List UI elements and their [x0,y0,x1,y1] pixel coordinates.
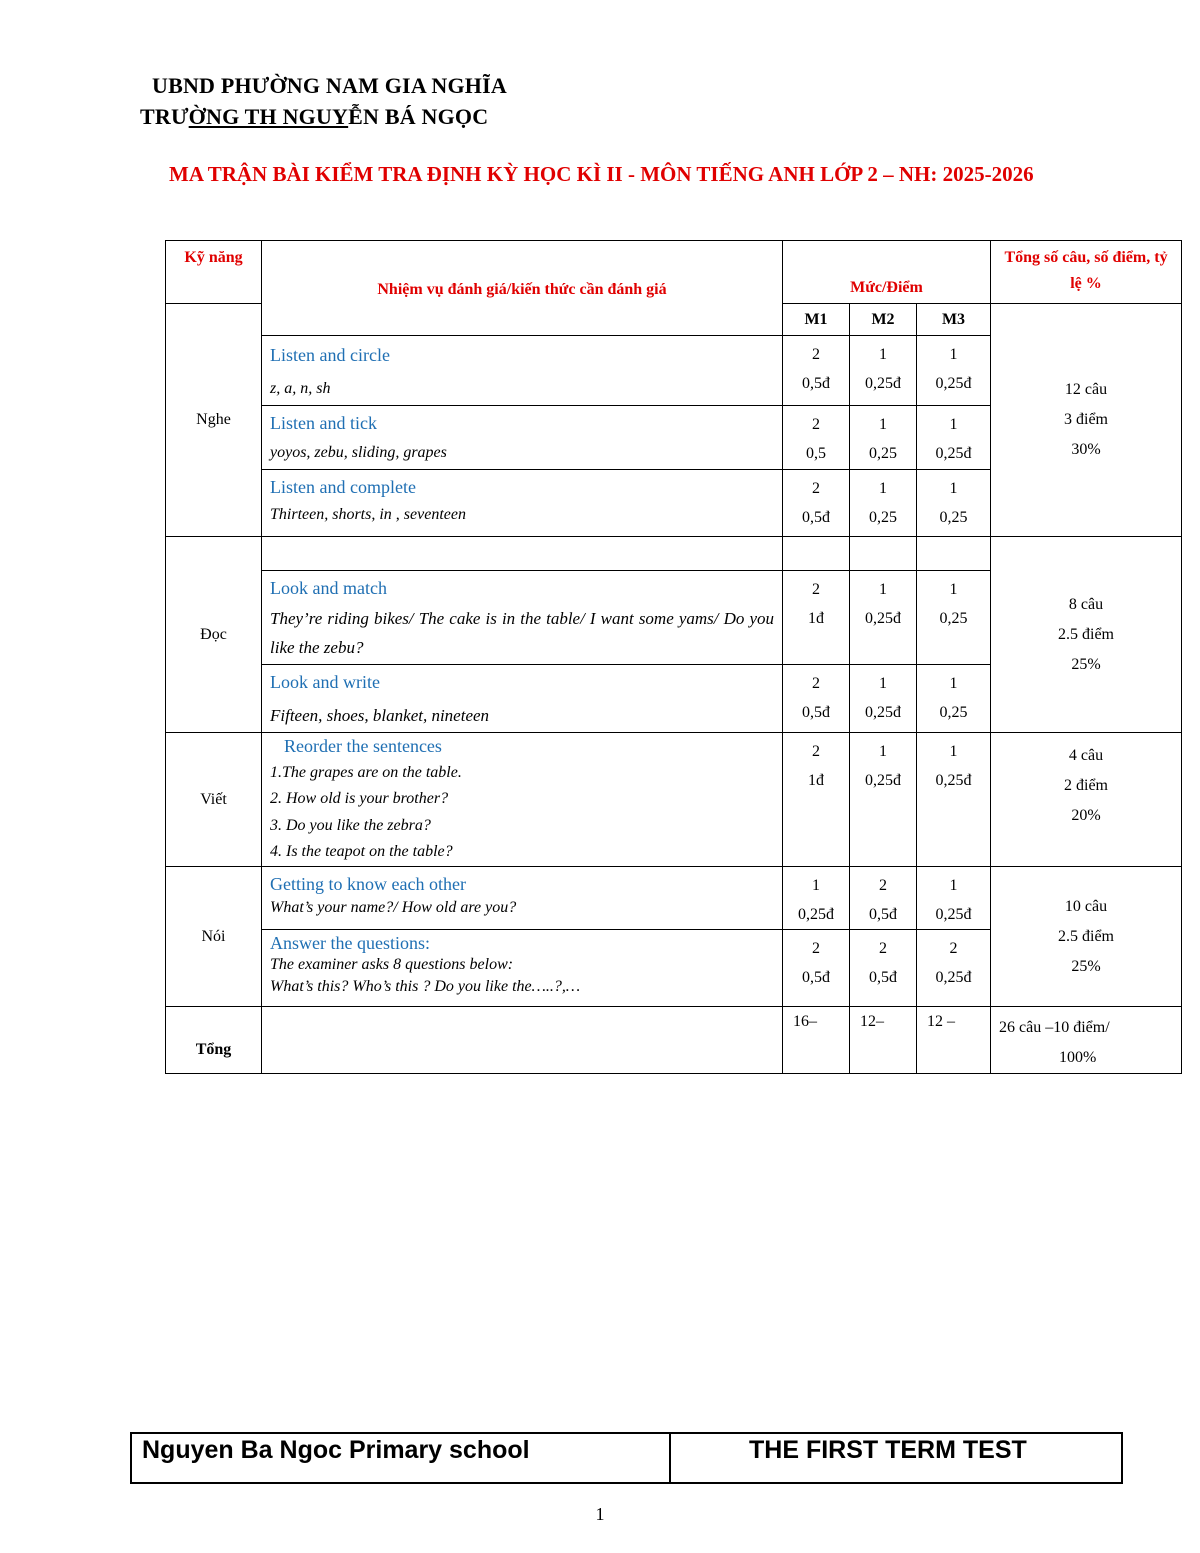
header-line2-c: ỄN BÁ NGỌC [348,104,489,129]
task-listen-circle [262,336,783,406]
viet-m2 [850,733,917,867]
task-detail: Fifteen, shoes, blanket, nineteen [270,706,490,725]
tong-m3: 12 – [917,1007,991,1074]
score: 0,5 [806,445,826,462]
count: 2 [812,743,820,760]
score: 0,25đ [865,704,901,721]
task-detail: They’re riding bikes/ The cake is in the table/ I want some yams/ Do you like the zebu? [270,609,774,657]
col-m2: M2 [850,304,917,336]
viet-m1 [783,733,850,867]
sentence-4: 4. Is the teapot on the table? [270,843,453,860]
score: 0,5đ [802,375,830,392]
count: 2 [812,675,820,692]
tong-total-line1: 26 câu –10 điểm/ [999,1019,1110,1036]
score: 0,25đ [935,445,972,462]
noi-r2-m3 [917,930,991,1007]
total-nghe-cau: 12 câu [1064,381,1108,398]
total-nghe-diem: 3 điểm [1064,411,1108,428]
score: 0,5đ [802,969,830,986]
task-listen-complete [262,470,783,537]
count: 1 [879,581,887,598]
col-m3: M3 [917,304,991,336]
count: 1 [949,346,958,363]
score: 1đ [808,772,824,789]
total-noi-cau: 10 câu [1064,897,1108,915]
total-doc [991,537,1182,733]
task-detail: What’s your name?/ How old are you? [270,899,517,916]
count: 2 [812,346,820,363]
tong-total [991,1007,1182,1074]
total-viet [991,733,1182,867]
task-detail: Thirteen, shorts, in , seventeen [270,506,466,523]
doc-r2-m3 [917,665,991,733]
score: 0,25 [939,509,968,526]
skill-tong: Tổng [166,1007,262,1074]
blank-cell [783,537,850,571]
header-line2-a: TRƯ [140,104,189,129]
score: 0,5đ [869,906,897,923]
total-noi-diem: 2.5 điểm [1058,927,1114,945]
doc-r1-m2 [850,571,917,665]
score: 0,25 [939,704,968,721]
total-nghe [991,304,1182,537]
doc-r2-m2 [850,665,917,733]
sentence-3: 3. Do you like the zebra? [270,816,431,834]
doc-r2-m1 [783,665,850,733]
count: 1 [949,480,958,497]
total-noi-pct: 25% [1071,957,1101,975]
task-label: Listen and tick [270,413,377,433]
score: 1đ [808,610,824,627]
task-label: Reorder the sentences [284,736,442,756]
doc-r1-m1 [783,571,850,665]
task-detail-1: The examiner asks 8 questions below: [270,956,514,973]
score: 0,25đ [798,906,834,923]
task-listen-tick [262,406,783,470]
count: 2 [879,877,887,894]
skill-doc: Đọc [166,537,262,733]
count: 1 [949,581,958,598]
page-number: 1 [595,1504,605,1524]
score: 0,25đ [935,906,972,923]
count: 2 [879,940,887,957]
nghe-r3-m3 [917,470,991,537]
task-label: Answer the questions: [270,933,430,953]
task-detail: yoyos, zebu, sliding, grapes [270,444,447,461]
score: 0,25 [939,610,968,627]
header-total: Tổng số câu, số điểm, tỷ lệ % [991,241,1182,304]
col-m1: M1 [783,304,850,336]
total-viet-pct: 20% [1071,807,1101,824]
noi-r2-m1 [783,930,850,1007]
tong-m1: 16– [783,1007,850,1074]
total-viet-cau: 4 câu [1068,747,1104,764]
count: 1 [879,346,887,363]
blank-cell [262,1007,783,1074]
nghe-r2-m1 [783,406,850,470]
score: 0,25 [869,445,897,462]
sentence-2: 2. How old is your brother? [270,790,449,807]
footer-table [130,1432,1123,1484]
noi-r2-m2 [850,930,917,1007]
nghe-r3-m2 [850,470,917,537]
task-detail-2: What’s this? Who’s this ? Do you like the…..?,… [270,978,581,995]
count: 2 [812,480,820,497]
skill-nghe: Nghe [166,304,262,537]
skill-noi: Nói [166,867,262,1007]
task-label: Listen and complete [270,477,416,497]
total-noi [991,867,1182,1007]
header-line2 [140,104,488,130]
nghe-r3-m1 [783,470,850,537]
sentence-1: 1.The grapes are on the table. [270,763,462,781]
nghe-r2-m3 [917,406,991,470]
task-label: Listen and circle [270,345,390,365]
score: 0,25đ [935,772,972,789]
score: 0,5đ [869,969,897,986]
total-nghe-pct: 30% [1071,441,1101,458]
doc-r1-m3 [917,571,991,665]
count: 1 [879,416,887,433]
page-title: MA TRẬN BÀI KIỂM TRA ĐỊNH KỲ HỌC KÌ II - MÔN TIẾNG ANH LỚP 2 – NH: 2025-2026 [169,162,1034,186]
header-line1: UBND PHƯỜNG NAM GIA NGHĨA [152,73,507,98]
score: 0,25đ [865,772,901,789]
total-doc-diem: 2.5 điểm [1058,625,1114,643]
nghe-r1-m1 [783,336,850,406]
count: 1 [879,743,887,760]
score: 0,25đ [935,375,972,392]
header-line2-b: ỜNG TH NGUY [188,104,349,129]
header-level: Mức/Điểm [783,241,991,304]
task-answer-questions [262,930,783,1007]
count: 1 [812,877,820,894]
score: 0,5đ [802,704,830,721]
assessment-matrix-table [165,240,1182,1074]
count: 1 [949,675,958,692]
nghe-r1-m2 [850,336,917,406]
noi-r1-m1 [783,867,850,930]
task-look-match [262,571,783,665]
count: 2 [812,581,820,598]
header-skill: Kỹ năng [166,241,262,304]
score: 0,25đ [865,375,901,392]
task-reorder [262,733,783,867]
task-label: Look and write [270,672,380,692]
count: 2 [949,940,958,957]
task-label: Look and match [270,578,387,598]
count: 1 [949,877,958,894]
blank-cell [917,537,991,571]
task-getting-to-know [262,867,783,930]
tong-m2: 12– [850,1007,917,1074]
count: 1 [949,743,958,760]
total-viet-diem: 2 điểm [1064,777,1108,794]
skill-viet: Viết [166,733,262,867]
noi-r1-m2 [850,867,917,930]
task-detail: z, a, n, sh [270,380,331,397]
count: 2 [812,416,820,433]
score: 0,5đ [802,509,830,526]
nghe-r2-m2 [850,406,917,470]
footer-test-title: THE FIRST TERM TEST [670,1433,1122,1483]
noi-r1-m3 [917,867,991,930]
nghe-r1-m3 [917,336,991,406]
score: 0,25đ [865,610,901,627]
score: 0,25 [869,509,897,526]
viet-m3 [917,733,991,867]
task-label: Getting to know each other [270,874,466,894]
score: 0,25đ [935,969,972,986]
blank-cell [262,537,783,571]
tong-total-line2: 100% [1059,1049,1097,1066]
task-look-write [262,665,783,733]
total-doc-pct: 25% [1071,655,1101,673]
footer-school: Nguyen Ba Ngoc Primary school [131,1433,670,1483]
count: 1 [949,416,958,433]
count: 2 [812,940,820,957]
total-doc-cau: 8 câu [1068,595,1104,613]
count: 1 [879,675,887,692]
blank-cell [850,537,917,571]
count: 1 [879,480,887,497]
header-task: Nhiệm vụ đánh giá/kiến thức cần đánh giá [262,241,783,336]
